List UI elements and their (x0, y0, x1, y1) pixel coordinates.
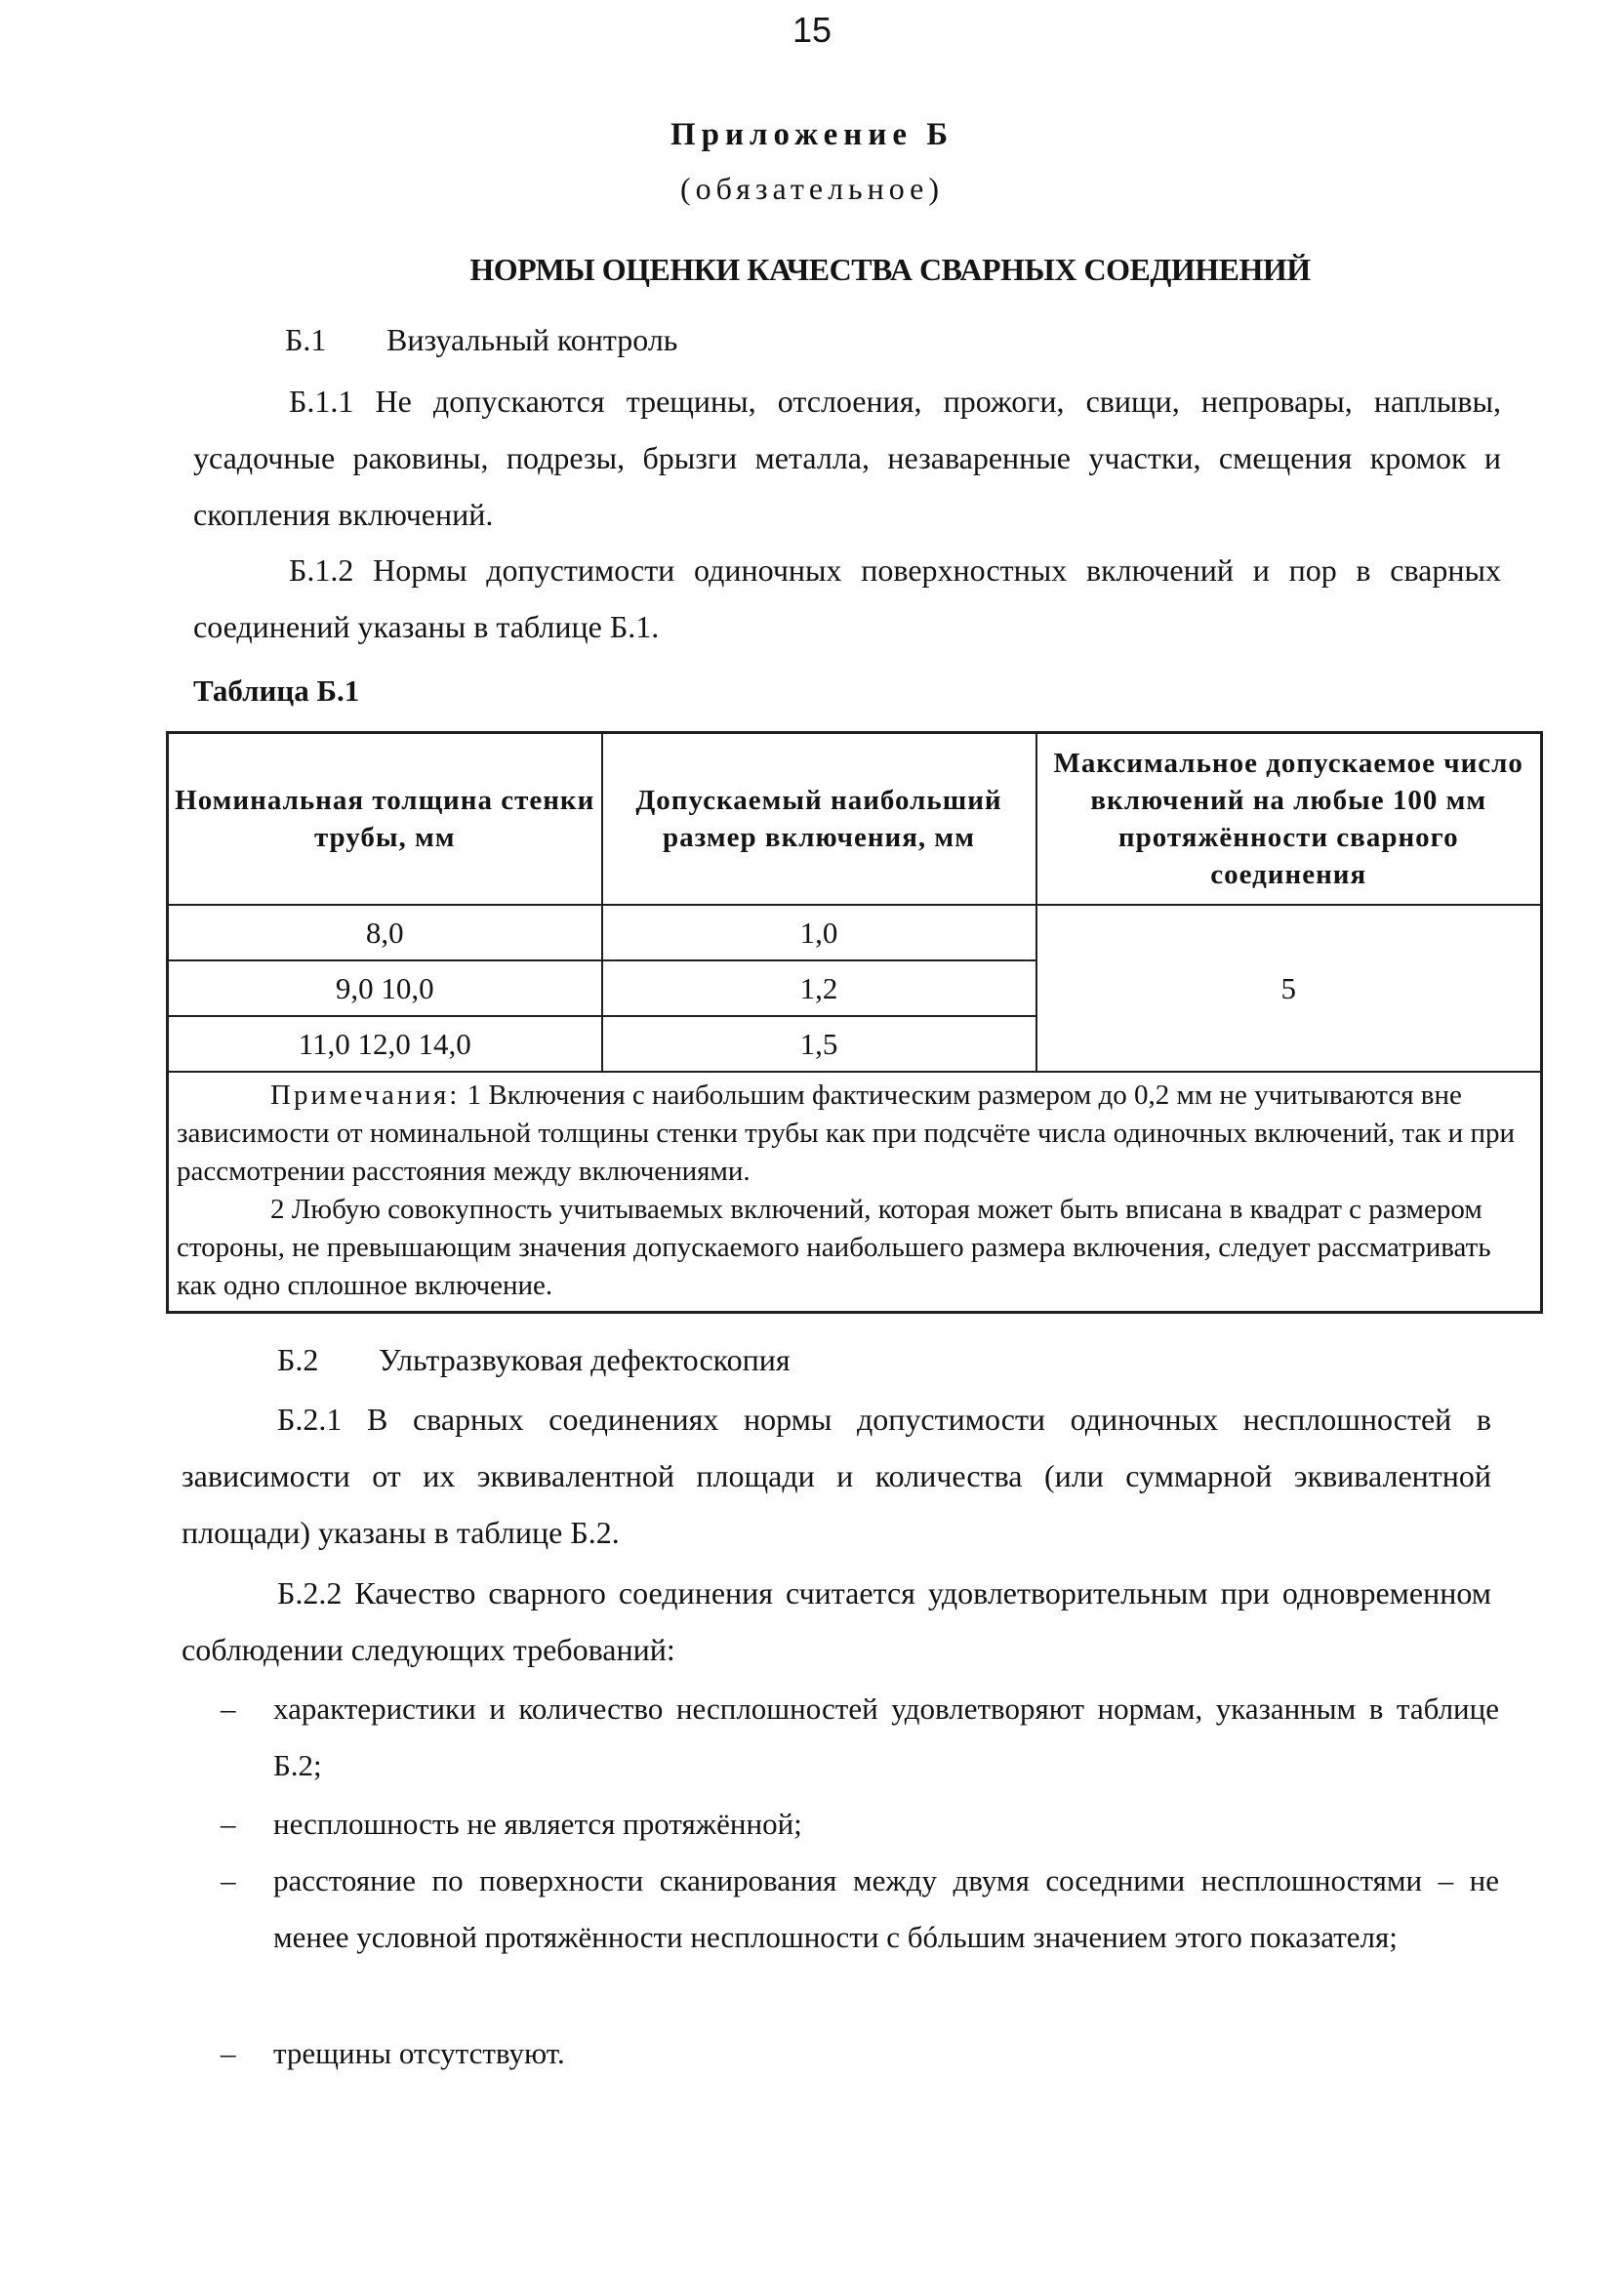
paragraph-b2-2 (182, 1565, 1491, 1678)
section-b2-heading (277, 1342, 791, 1378)
list-dash: – (221, 1807, 236, 1841)
list-item (221, 2025, 1499, 2082)
list-item-text: несплошность не является протяжённой; (273, 1807, 802, 1841)
table-row (168, 905, 1542, 960)
paragraph-text: Б.2.2 Качество сварного соединения считается удовлетворительным при одновременном соблюдении следующих требований: (182, 1575, 1491, 1667)
section-number: Б.2 (277, 1342, 319, 1377)
document-title: НОРМЫ ОЦЕНКИ КАЧЕСТВА СВАРНЫХ СОЕДИНЕНИЙ (469, 252, 1311, 287)
note-2-text: 2 Любую совокупность учитываемых включений, которая может быть вписана в квадрат с размером стороны, не превышающим значения допускаемого наибольшего размера включения, следует рассматривать как одно сплошное включение. (177, 1194, 1491, 1301)
header-count: Максимальное допускаемое число включений на любые 100 мм протяжённости сварного соединения (1036, 733, 1542, 906)
table-notes (168, 1072, 1542, 1313)
list-dash: – (221, 2036, 236, 2070)
section-number: Б.1 (285, 322, 327, 357)
list-item-text: трещины отсутствуют. (273, 2036, 565, 2070)
list-item (221, 1796, 1499, 1853)
table-caption: Таблица Б.1 (193, 673, 360, 708)
paragraph-b1-1 (193, 373, 1501, 543)
list-item (221, 1681, 1499, 1794)
cell-size: 1,0 (602, 905, 1036, 960)
section-title: Визуальный контроль (386, 322, 678, 357)
paragraph-text: Б.1.2 Нормы допустимости одиночных поверхностных включений и пор в сварных соединений указаны в таблице Б.1. (193, 552, 1501, 644)
table-notes-row (168, 1072, 1542, 1313)
cell-max-count: 5 (1036, 905, 1542, 1072)
section-b1-heading (285, 322, 677, 358)
table-header-row (168, 733, 1542, 906)
appendix-title: Приложение Б (670, 117, 954, 152)
section-title: Ультразвуковая дефектоскопия (379, 1342, 791, 1377)
list-item-text: характеристики и количество несплошностей удовлетворяют нормам, указанным в таблице Б.2; (273, 1692, 1499, 1782)
cell-thickness: 11,0 12,0 14,0 (168, 1016, 602, 1072)
paragraph-text: Б.1.1 Не допускаются трещины, отслоения, прожоги, свищи, непровары, наплывы, усадочные раковины, подрезы, брызги металла, незаваренные участки, смещения кромок и скопления включений. (193, 384, 1501, 532)
header-thickness: Номинальная толщина стенки трубы, мм (168, 733, 602, 906)
appendix-subtitle: (обязательное) (680, 171, 944, 206)
cell-thickness: 9,0 10,0 (168, 960, 602, 1016)
note-2 (177, 1191, 1532, 1305)
header-size: Допускаемый наибольший размер включения, мм (602, 733, 1036, 906)
paragraph-text: Б.2.1 В сварных соединениях нормы допустимости одиночных несплошностей в зависимости от их эквивалентной площади и количества (или суммарной эквивалентной площади) указаны в таблице Б.2. (182, 1402, 1491, 1550)
paragraph-b2-1 (182, 1391, 1491, 1561)
cell-size: 1,2 (602, 960, 1036, 1016)
table-b1 (166, 731, 1543, 1314)
list-item (221, 1853, 1499, 1966)
cell-size: 1,5 (602, 1016, 1036, 1072)
cell-thickness: 8,0 (168, 905, 602, 960)
list-dash: – (221, 1692, 236, 1726)
note-1-text: 1 Включения с наибольшим фактическим размером до 0,2 мм не учитываются вне зависимости от номинальной толщины стенки трубы как при подсчёте числа одиночных включений, так и при рассмотрении расстояния между включениями. (177, 1080, 1515, 1187)
note-1 (177, 1077, 1532, 1191)
notes-label: Примечания: (270, 1080, 461, 1111)
page-number: 15 (792, 10, 832, 50)
list-item-text: расстояние по поверхности сканирования между двумя соседними несплошностями – не менее условной протяжённости несплошности с бóльшим значением этого показателя; (273, 1863, 1499, 1954)
list-dash: – (221, 1863, 236, 1897)
paragraph-b1-2 (193, 542, 1501, 655)
